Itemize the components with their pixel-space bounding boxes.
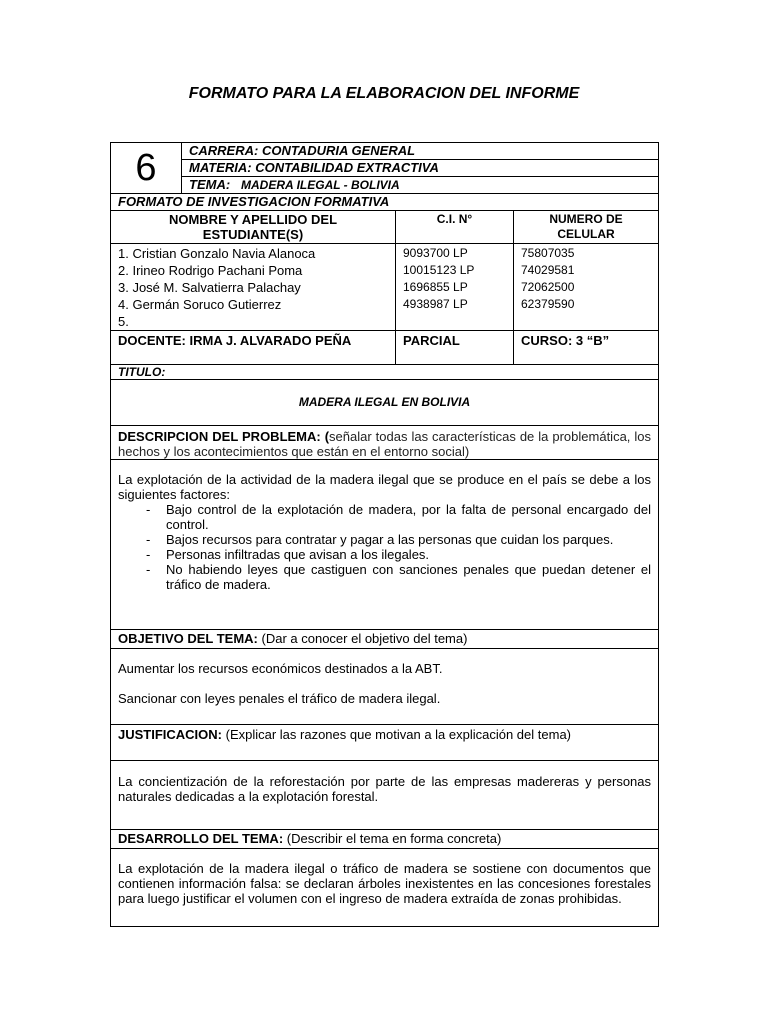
students-cel-cell	[514, 244, 659, 331]
tema-value: MADERA ILEGAL - BOLIVIA	[241, 178, 400, 192]
objetivo-p1: Aumentar los recursos económicos destinados a la ABT.	[118, 661, 443, 676]
parcial-field: PARCIAL	[396, 331, 514, 365]
student-cel: 75807035	[521, 246, 575, 260]
student-cel: 74029581	[521, 263, 575, 277]
student-ci: 10015123 LP	[403, 263, 475, 277]
students-ci-cell	[396, 244, 514, 331]
descripcion-hint: señalar todas las características de la problemática, los hechos y los acontecimientos que están en el entorno social)	[118, 429, 652, 459]
objetivo-p2: Sancionar con leyes penales el tráfico de madera ilegal.	[118, 691, 441, 706]
student-name: 4. Germán Soruco Gutierrez	[118, 297, 282, 312]
student-cel: 62379590	[521, 297, 575, 311]
header-ci: C.I. N°	[396, 211, 514, 244]
student-name: 5.	[118, 314, 129, 329]
report-form-table	[110, 142, 659, 927]
descripcion-header	[111, 426, 659, 460]
desarrollo-label: DESARROLLO DEL TEMA:	[118, 831, 284, 846]
tema-field	[182, 177, 659, 194]
docente-field: DOCENTE: IRMA J. ALVARADO PEÑA	[111, 331, 396, 365]
justificacion-label: JUSTIFICACION:	[118, 727, 222, 742]
materia-field: MATERIA: CONTABILIDAD EXTRACTIVA	[182, 160, 659, 177]
desarrollo-header	[111, 830, 659, 849]
justificacion-body: La concientización de la reforestación por parte de las empresas madereras y personas naturales dedicadas a la explotación forestal.	[111, 761, 659, 830]
formato-field: FORMATO DE INVESTIGACION FORMATIVA	[111, 194, 659, 211]
document-title: FORMATO PARA LA ELABORACION DEL INFORME	[188, 85, 580, 102]
students-names-cell	[111, 244, 396, 331]
student-name: 1. Cristian Gonzalo Navia Alanoca	[118, 246, 316, 261]
titulo-value: MADERA ILEGAL EN BOLIVIA	[111, 380, 659, 426]
factor-item: - No habiendo leyes que castiguen con sanciones penales que puedan detener el tráfico de madera.	[146, 562, 651, 592]
factor-item: - Bajos recursos para contratar y pagar a las personas que cuidan los parques.	[146, 532, 651, 547]
desarrollo-hint: (Describir el tema en forma concreta)	[283, 831, 502, 846]
curso-field: CURSO: 3 “B”	[514, 331, 659, 365]
descripcion-intro: La explotación de la actividad de la madera ilegal que se produce en el país se debe a los siguientes factores:	[118, 472, 652, 502]
titulo-label: TITULO:	[111, 365, 659, 380]
header-nombre: NOMBRE Y APELLIDO DEL ESTUDIANTE(S)	[111, 211, 396, 244]
desarrollo-body: La explotación de la madera ilegal o tráfico de madera se sostiene con documentos que contienen información falsa: se declaran árboles inexistentes en las concesiones forestales para luego justificar el volumen con el ingreso de madera extraída de zonas prohibidas.	[111, 849, 659, 927]
justificacion-hint: (Explicar las razones que motivan a la explicación del tema)	[222, 727, 572, 742]
carrera-field: CARRERA: CONTADURIA GENERAL	[182, 143, 659, 160]
student-ci: 1696855 LP	[403, 280, 468, 294]
descripcion-body	[111, 460, 659, 630]
header-celular: NUMERO DE CELULAR	[514, 211, 659, 244]
justificacion-header	[111, 725, 659, 761]
objetivo-label: OBJETIVO DEL TEMA:	[118, 631, 258, 646]
objetivo-body	[111, 649, 659, 725]
form-number: 6	[111, 143, 182, 194]
descripcion-label: DESCRIPCION DEL PROBLEMA: (	[118, 429, 330, 444]
objetivo-hint: (Dar a conocer el objetivo del tema)	[257, 631, 468, 646]
tema-label: TEMA:	[189, 177, 231, 192]
student-ci: 4938987 LP	[403, 297, 468, 311]
factor-item: - Bajo control de la explotación de madera, por la falta de personal encargado del control.	[146, 502, 651, 532]
student-name: 3. José M. Salvatierra Palachay	[118, 280, 301, 295]
student-cel: 72062500	[521, 280, 575, 294]
objetivo-header	[111, 630, 659, 649]
student-name: 2. Irineo Rodrigo Pachani Poma	[118, 263, 303, 278]
student-ci: 9093700 LP	[403, 246, 468, 260]
factor-item: - Personas infiltradas que avisan a los ilegales.	[146, 547, 651, 562]
